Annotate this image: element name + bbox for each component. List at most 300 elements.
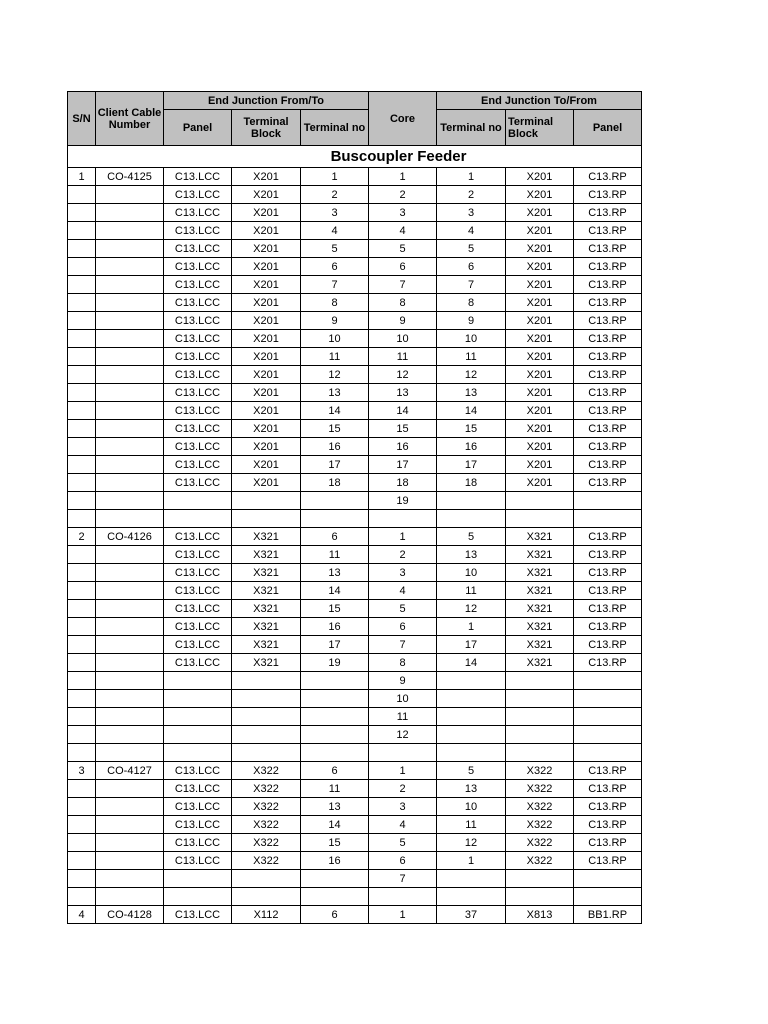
table-row	[68, 384, 642, 402]
cell-sn	[68, 402, 96, 420]
cell-to-terminal-no	[437, 708, 506, 726]
cell-from-terminal-no: 13	[301, 798, 369, 816]
cell-to-terminal-no: 2	[437, 186, 506, 204]
cell-to-terminal-no: 4	[437, 222, 506, 240]
table-row	[68, 798, 642, 816]
cell-client-cable-number	[96, 366, 164, 384]
header-from-panel: Panel	[164, 110, 232, 146]
cell-core: 11	[369, 348, 437, 366]
cell-from-panel	[164, 492, 232, 510]
cell-from-terminal-no: 14	[301, 402, 369, 420]
cell-from-terminal-block	[232, 888, 301, 906]
table-row	[68, 906, 642, 924]
table-row	[68, 546, 642, 564]
cell-client-cable-number: CO-4125	[96, 168, 164, 186]
cell-from-panel: C13.LCC	[164, 654, 232, 672]
cell-client-cable-number	[96, 348, 164, 366]
cell-core: 2	[369, 546, 437, 564]
cell-core: 5	[369, 834, 437, 852]
cell-core	[369, 888, 437, 906]
cell-from-panel: C13.LCC	[164, 222, 232, 240]
cell-core: 1	[369, 906, 437, 924]
cell-sn	[68, 276, 96, 294]
cell-sn	[68, 672, 96, 690]
cell-from-panel: C13.LCC	[164, 330, 232, 348]
cell-to-panel: C13.RP	[574, 402, 642, 420]
cell-core: 8	[369, 654, 437, 672]
cell-from-terminal-no	[301, 870, 369, 888]
cell-to-panel: C13.RP	[574, 222, 642, 240]
cell-to-terminal-no: 17	[437, 636, 506, 654]
cell-to-panel	[574, 492, 642, 510]
cell-from-terminal-block	[232, 510, 301, 528]
cell-core: 1	[369, 528, 437, 546]
cell-to-terminal-no	[437, 492, 506, 510]
cell-to-terminal-no	[437, 510, 506, 528]
cell-client-cable-number	[96, 708, 164, 726]
cell-sn	[68, 852, 96, 870]
cell-from-terminal-no: 13	[301, 384, 369, 402]
cell-from-panel: C13.LCC	[164, 384, 232, 402]
table-row	[68, 600, 642, 618]
cell-to-terminal-block: X322	[506, 798, 574, 816]
cell-to-terminal-block: X321	[506, 636, 574, 654]
cell-client-cable-number	[96, 276, 164, 294]
cell-from-terminal-no: 5	[301, 240, 369, 258]
cell-from-terminal-no: 4	[301, 222, 369, 240]
table-row	[68, 672, 642, 690]
cell-from-terminal-no: 14	[301, 816, 369, 834]
cell-from-panel	[164, 510, 232, 528]
table-row	[68, 420, 642, 438]
section-title-row	[68, 146, 642, 168]
cell-from-terminal-block	[232, 672, 301, 690]
table-row	[68, 852, 642, 870]
cell-to-terminal-no	[437, 744, 506, 762]
cell-from-terminal-block: X201	[232, 240, 301, 258]
cell-sn	[68, 564, 96, 582]
cell-to-terminal-block: X201	[506, 240, 574, 258]
cell-to-panel: C13.RP	[574, 438, 642, 456]
cell-from-terminal-block: X321	[232, 564, 301, 582]
cell-client-cable-number	[96, 654, 164, 672]
cell-to-terminal-block: X322	[506, 780, 574, 798]
cell-to-panel: C13.RP	[574, 474, 642, 492]
cell-core: 3	[369, 798, 437, 816]
cell-sn: 2	[68, 528, 96, 546]
table-row	[68, 168, 642, 186]
table-row	[68, 780, 642, 798]
cell-from-terminal-block: X321	[232, 636, 301, 654]
cell-from-terminal-no: 8	[301, 294, 369, 312]
cell-sn	[68, 636, 96, 654]
cell-client-cable-number	[96, 618, 164, 636]
table-row	[68, 258, 642, 276]
cell-from-terminal-block: X322	[232, 816, 301, 834]
cell-from-panel: C13.LCC	[164, 546, 232, 564]
cell-from-panel: C13.LCC	[164, 798, 232, 816]
cell-to-terminal-block: X322	[506, 816, 574, 834]
table-row	[68, 870, 642, 888]
cell-to-terminal-block	[506, 744, 574, 762]
cell-from-panel: C13.LCC	[164, 402, 232, 420]
cell-from-panel	[164, 726, 232, 744]
cell-to-terminal-block: X201	[506, 348, 574, 366]
table-row	[68, 456, 642, 474]
cell-core: 7	[369, 276, 437, 294]
cell-from-panel: C13.LCC	[164, 474, 232, 492]
cell-core: 2	[369, 780, 437, 798]
header-end-junction-to-from: End Junction To/From	[437, 92, 642, 110]
cell-from-terminal-no: 6	[301, 906, 369, 924]
cell-sn	[68, 312, 96, 330]
cell-sn	[68, 888, 96, 906]
cell-sn	[68, 600, 96, 618]
cell-to-terminal-block	[506, 492, 574, 510]
cell-client-cable-number	[96, 294, 164, 312]
cell-sn	[68, 420, 96, 438]
table-row	[68, 816, 642, 834]
cell-to-terminal-block	[506, 708, 574, 726]
cell-from-panel: C13.LCC	[164, 438, 232, 456]
header-to-terminal-block: Terminal Block	[506, 110, 574, 146]
cell-from-terminal-no: 17	[301, 456, 369, 474]
cell-client-cable-number	[96, 726, 164, 744]
table-row	[68, 528, 642, 546]
table-row	[68, 276, 642, 294]
cell-to-terminal-block	[506, 870, 574, 888]
cell-sn	[68, 492, 96, 510]
cell-sn	[68, 510, 96, 528]
cell-to-terminal-block: X321	[506, 582, 574, 600]
cell-to-terminal-block: X322	[506, 834, 574, 852]
cell-to-panel: C13.RP	[574, 240, 642, 258]
cell-to-terminal-block: X201	[506, 420, 574, 438]
cell-from-terminal-block: X201	[232, 402, 301, 420]
cell-to-terminal-no: 13	[437, 384, 506, 402]
cell-to-panel: C13.RP	[574, 258, 642, 276]
cell-from-terminal-no: 16	[301, 852, 369, 870]
cell-sn	[68, 618, 96, 636]
table-row	[68, 708, 642, 726]
cell-core: 12	[369, 366, 437, 384]
cell-core: 17	[369, 456, 437, 474]
cell-to-panel	[574, 888, 642, 906]
cell-to-panel: C13.RP	[574, 564, 642, 582]
cell-to-panel: C13.RP	[574, 582, 642, 600]
cell-to-panel	[574, 510, 642, 528]
cell-from-panel: C13.LCC	[164, 168, 232, 186]
cell-to-panel	[574, 690, 642, 708]
cell-client-cable-number	[96, 204, 164, 222]
cell-to-terminal-no: 15	[437, 420, 506, 438]
table-row	[68, 402, 642, 420]
cell-client-cable-number: CO-4127	[96, 762, 164, 780]
cell-sn	[68, 654, 96, 672]
cell-to-terminal-no: 13	[437, 546, 506, 564]
cell-client-cable-number	[96, 474, 164, 492]
table-row	[68, 366, 642, 384]
cell-to-panel: C13.RP	[574, 762, 642, 780]
cell-core: 4	[369, 816, 437, 834]
cell-from-panel: C13.LCC	[164, 906, 232, 924]
cell-from-terminal-block: X201	[232, 366, 301, 384]
cell-from-terminal-block	[232, 708, 301, 726]
cell-to-terminal-no	[437, 690, 506, 708]
cell-to-panel	[574, 870, 642, 888]
cell-to-panel: C13.RP	[574, 366, 642, 384]
cell-from-terminal-block: X322	[232, 798, 301, 816]
cell-client-cable-number	[96, 852, 164, 870]
cell-core: 1	[369, 168, 437, 186]
cell-to-terminal-no: 1	[437, 168, 506, 186]
cell-client-cable-number	[96, 312, 164, 330]
cell-from-terminal-no	[301, 492, 369, 510]
table-row	[68, 438, 642, 456]
cell-from-terminal-block: X201	[232, 276, 301, 294]
cell-to-terminal-block	[506, 726, 574, 744]
cell-client-cable-number	[96, 240, 164, 258]
cell-from-terminal-block: X322	[232, 780, 301, 798]
cell-sn	[68, 240, 96, 258]
cell-from-terminal-no: 10	[301, 330, 369, 348]
cell-core: 7	[369, 636, 437, 654]
cell-from-panel: C13.LCC	[164, 582, 232, 600]
cell-from-terminal-block: X201	[232, 186, 301, 204]
cell-from-panel: C13.LCC	[164, 420, 232, 438]
cell-from-panel	[164, 888, 232, 906]
table-row	[68, 204, 642, 222]
cell-from-panel: C13.LCC	[164, 834, 232, 852]
cell-sn	[68, 438, 96, 456]
cell-from-panel: C13.LCC	[164, 564, 232, 582]
cell-from-panel: C13.LCC	[164, 600, 232, 618]
cell-from-panel	[164, 672, 232, 690]
cell-from-panel: C13.LCC	[164, 240, 232, 258]
cell-client-cable-number	[96, 186, 164, 204]
cell-to-panel: C13.RP	[574, 186, 642, 204]
cell-core: 4	[369, 222, 437, 240]
cell-core	[369, 510, 437, 528]
cell-sn	[68, 330, 96, 348]
cell-to-terminal-block: X321	[506, 618, 574, 636]
cell-client-cable-number	[96, 330, 164, 348]
cell-from-terminal-block: X201	[232, 348, 301, 366]
cell-to-terminal-no: 1	[437, 852, 506, 870]
cell-to-terminal-no: 10	[437, 564, 506, 582]
cell-to-terminal-block: X813	[506, 906, 574, 924]
cell-core: 8	[369, 294, 437, 312]
table-header	[68, 92, 642, 146]
table-row	[68, 474, 642, 492]
cell-core: 9	[369, 672, 437, 690]
cell-to-terminal-block: X201	[506, 456, 574, 474]
cell-to-panel: C13.RP	[574, 546, 642, 564]
table-row	[68, 240, 642, 258]
cell-to-panel: C13.RP	[574, 330, 642, 348]
cell-client-cable-number	[96, 798, 164, 816]
cell-client-cable-number	[96, 456, 164, 474]
cell-to-panel: C13.RP	[574, 816, 642, 834]
cell-to-terminal-no: 5	[437, 762, 506, 780]
cell-from-terminal-block: X322	[232, 852, 301, 870]
cell-from-terminal-no	[301, 708, 369, 726]
cell-from-panel	[164, 744, 232, 762]
header-from-terminal-no: Terminal no	[301, 110, 369, 146]
table-row	[68, 654, 642, 672]
cell-client-cable-number	[96, 888, 164, 906]
cell-from-terminal-no: 7	[301, 276, 369, 294]
cell-to-terminal-no: 7	[437, 276, 506, 294]
cell-client-cable-number	[96, 780, 164, 798]
table-row	[68, 330, 642, 348]
cell-from-terminal-block: X201	[232, 474, 301, 492]
cell-core: 18	[369, 474, 437, 492]
cell-to-terminal-no: 14	[437, 654, 506, 672]
header-from-terminal-block: Terminal Block	[232, 110, 301, 146]
cell-client-cable-number	[96, 636, 164, 654]
table-row	[68, 564, 642, 582]
cell-to-terminal-no	[437, 870, 506, 888]
table-row	[68, 492, 642, 510]
cell-from-panel: C13.LCC	[164, 312, 232, 330]
cell-sn	[68, 258, 96, 276]
cell-from-panel: C13.LCC	[164, 816, 232, 834]
cell-to-terminal-block: X201	[506, 204, 574, 222]
cell-to-terminal-block: X201	[506, 312, 574, 330]
cell-sn: 1	[68, 168, 96, 186]
cell-core: 6	[369, 618, 437, 636]
cell-sn	[68, 708, 96, 726]
cell-to-panel: C13.RP	[574, 384, 642, 402]
cell-from-terminal-no: 1	[301, 168, 369, 186]
cell-core: 12	[369, 726, 437, 744]
header-sn: S/N	[68, 92, 96, 146]
cell-from-terminal-block: X112	[232, 906, 301, 924]
cell-to-terminal-block: X321	[506, 564, 574, 582]
cell-client-cable-number	[96, 222, 164, 240]
cell-from-panel: C13.LCC	[164, 618, 232, 636]
cell-from-terminal-no: 6	[301, 762, 369, 780]
cell-from-terminal-block	[232, 870, 301, 888]
cell-to-panel: C13.RP	[574, 600, 642, 618]
cell-core: 10	[369, 690, 437, 708]
cell-from-panel: C13.LCC	[164, 258, 232, 276]
cell-from-panel: C13.LCC	[164, 276, 232, 294]
cell-client-cable-number	[96, 510, 164, 528]
cell-from-terminal-no: 2	[301, 186, 369, 204]
cell-from-terminal-no: 13	[301, 564, 369, 582]
cell-from-panel: C13.LCC	[164, 636, 232, 654]
cell-from-terminal-block: X201	[232, 420, 301, 438]
cell-core: 19	[369, 492, 437, 510]
cell-sn	[68, 348, 96, 366]
cell-from-terminal-no: 15	[301, 420, 369, 438]
cell-to-panel: C13.RP	[574, 168, 642, 186]
table-row	[68, 744, 642, 762]
cell-from-terminal-block: X201	[232, 204, 301, 222]
cell-client-cable-number	[96, 402, 164, 420]
cell-client-cable-number	[96, 834, 164, 852]
cell-to-terminal-block: X201	[506, 276, 574, 294]
cell-from-terminal-block: X201	[232, 330, 301, 348]
cell-to-terminal-block: X322	[506, 762, 574, 780]
cell-core: 15	[369, 420, 437, 438]
cell-to-terminal-no: 10	[437, 798, 506, 816]
cell-to-terminal-no: 3	[437, 204, 506, 222]
cell-to-terminal-block: X322	[506, 852, 574, 870]
cell-to-panel	[574, 726, 642, 744]
cell-from-terminal-no: 19	[301, 654, 369, 672]
cell-client-cable-number	[96, 816, 164, 834]
cell-client-cable-number	[96, 672, 164, 690]
table-row	[68, 888, 642, 906]
cell-from-terminal-block: X321	[232, 546, 301, 564]
cell-from-panel: C13.LCC	[164, 186, 232, 204]
cell-to-terminal-no: 11	[437, 816, 506, 834]
cell-from-terminal-no: 18	[301, 474, 369, 492]
cell-to-panel: C13.RP	[574, 780, 642, 798]
cell-core: 3	[369, 564, 437, 582]
cell-core: 4	[369, 582, 437, 600]
cell-client-cable-number: CO-4126	[96, 528, 164, 546]
header-end-junction-from-to: End Junction From/To	[164, 92, 369, 110]
cell-sn	[68, 870, 96, 888]
cell-from-terminal-block	[232, 690, 301, 708]
cell-client-cable-number	[96, 600, 164, 618]
cell-from-terminal-block: X201	[232, 456, 301, 474]
cell-to-terminal-no: 14	[437, 402, 506, 420]
cell-sn: 3	[68, 762, 96, 780]
cell-from-panel	[164, 870, 232, 888]
cell-from-terminal-block: X321	[232, 654, 301, 672]
cell-from-terminal-block: X201	[232, 294, 301, 312]
cell-from-terminal-block: X322	[232, 834, 301, 852]
cell-to-terminal-block	[506, 510, 574, 528]
cell-to-panel	[574, 672, 642, 690]
cell-to-terminal-no: 5	[437, 528, 506, 546]
cell-sn	[68, 834, 96, 852]
table-row	[68, 348, 642, 366]
cell-from-terminal-block: X201	[232, 168, 301, 186]
cell-from-terminal-block: X201	[232, 384, 301, 402]
cell-to-terminal-no: 37	[437, 906, 506, 924]
cell-to-terminal-block: X321	[506, 600, 574, 618]
cell-sn	[68, 366, 96, 384]
header-to-terminal-no: Terminal no	[437, 110, 506, 146]
cell-to-terminal-no	[437, 726, 506, 744]
cell-sn	[68, 186, 96, 204]
cell-core: 6	[369, 852, 437, 870]
cell-client-cable-number	[96, 438, 164, 456]
cell-to-panel: C13.RP	[574, 654, 642, 672]
cell-from-terminal-block: X321	[232, 618, 301, 636]
cell-from-terminal-no	[301, 672, 369, 690]
cell-from-panel	[164, 708, 232, 726]
cell-to-terminal-no: 13	[437, 780, 506, 798]
cell-to-terminal-no: 16	[437, 438, 506, 456]
cell-from-terminal-block	[232, 726, 301, 744]
cell-from-panel: C13.LCC	[164, 366, 232, 384]
cell-to-terminal-block: X201	[506, 438, 574, 456]
cell-to-panel: C13.RP	[574, 420, 642, 438]
cell-to-panel: C13.RP	[574, 798, 642, 816]
cable-schedule-table	[67, 91, 642, 924]
cell-to-terminal-no	[437, 888, 506, 906]
cell-to-panel: C13.RP	[574, 294, 642, 312]
cell-from-terminal-no: 9	[301, 312, 369, 330]
cell-core: 16	[369, 438, 437, 456]
